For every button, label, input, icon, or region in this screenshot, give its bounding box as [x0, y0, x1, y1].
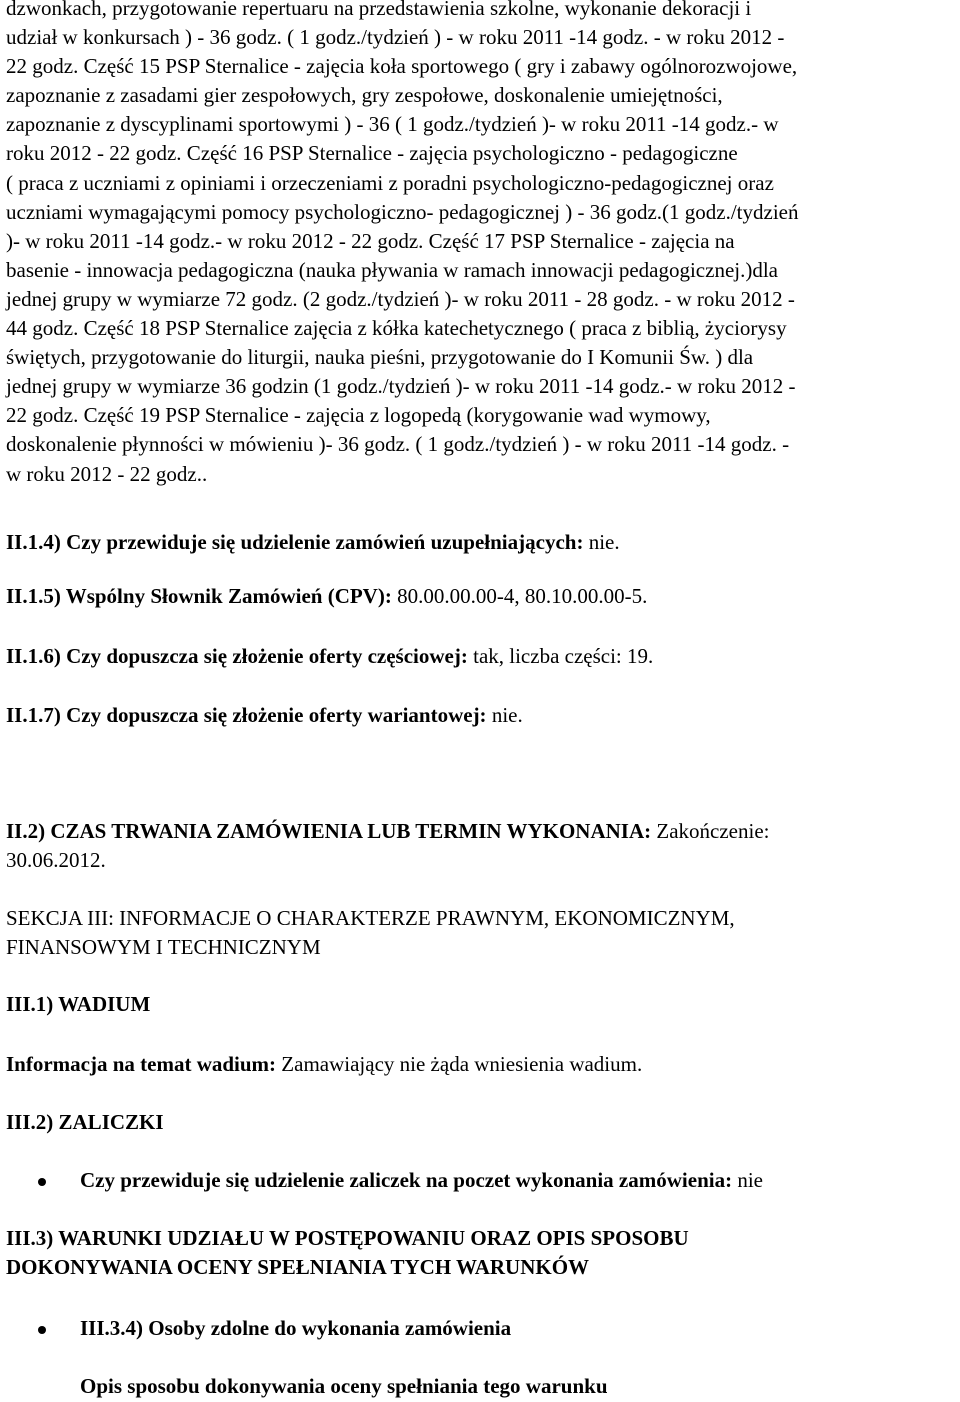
question-ii-2 [6, 817, 954, 875]
bullet-dot-icon [38, 1326, 46, 1334]
heading-iii-3-line-2: DOKONYWANIA OCENY SPEŁNIANIA TYCH WARUNKÓW [6, 1255, 590, 1279]
intro-line: 22 godz. Część 19 PSP Sternalice - zajęcia z logopedą (korygowanie wad wymowy, [6, 403, 711, 428]
intro-line: doskonalenie płynności w mówieniu )- 36 godz. ( 1 godz./tydzień ) - w roku 2011 -14 godz. - [6, 432, 790, 457]
question-answer: nie. [491, 703, 523, 727]
iii-3-4-label: III.3.4) Osoby zdolne do wykonania zamówienia [80, 1316, 512, 1340]
question-answer: nie. [588, 530, 620, 554]
intro-line: 22 godz. Część 15 PSP Sternalice - zajęcia koła sportowego ( gry i zabawy ogólnorozwojowe, [6, 54, 798, 79]
intro-line: uczniami wymagającymi pomocy psychologiczno- pedagogicznej ) - 36 godz.(1 godz./tydzień [6, 199, 799, 224]
heading-iii-3-line-1: III.3) WARUNKI UDZIAŁU W POSTĘPOWANIU ORAZ OPIS SPOSOBU [6, 1226, 689, 1250]
question-answer: Zakończenie: [656, 819, 770, 843]
question-label: II.1.4) Czy przewiduje się udzielenie zamówień uzupełniających: [6, 530, 584, 554]
intro-line: w roku 2012 - 22 godz.. [6, 461, 208, 486]
intro-line: zapoznanie z dyscyplinami sportowymi ) - 36 ( 1 godz./tydzień )- w roku 2011 -14 godz.- w [6, 112, 779, 137]
question-ii-1-6 [6, 642, 954, 671]
question-label: II.1.6) Czy dopuszcza się złożenie oferty częściowej: [6, 644, 468, 668]
question-answer: tak, liczba części: 19. [473, 644, 654, 668]
iii-3-4-subheading: Opis sposobu dokonywania oceny spełniania tego warunku [80, 1374, 608, 1398]
section-title-line-1: SEKCJA III: INFORMACJE O CHARAKTERZE PRAWNYM, EKONOMICZNYM, [6, 906, 735, 930]
question-label: II.2) CZAS TRWANIA ZAMÓWIENIA LUB TERMIN WYKONANIA: [6, 819, 652, 843]
question-ii-1-7 [6, 701, 954, 730]
question-ii-1-5 [6, 582, 954, 611]
intro-line: basenie - innowacja pedagogiczna (nauka pływania w ramach innowacji pedagogicznej.)dla [6, 257, 778, 282]
section-iii-title [6, 904, 954, 962]
zaliczki-label: Czy przewiduje się udzielenie zaliczek na poczet wykonania zamówienia: [80, 1168, 733, 1192]
zaliczki-value: nie [737, 1168, 763, 1192]
intro-line: udział w konkursach ) - 36 godz. ( 1 godz./tydzień ) - w roku 2011 -14 godz. - w roku 2012 - [6, 25, 785, 50]
heading-iii-2: III.2) ZALICZKI [6, 1110, 164, 1134]
question-ii-1-4 [6, 528, 954, 557]
intro-line: dzwonkach, przygotowanie repertuaru na przedstawienia szkolne, wykonanie dekoracji i [6, 0, 752, 20]
wadium-info [6, 1050, 954, 1079]
heading-iii-1: III.1) WADIUM [6, 992, 151, 1016]
intro-line: roku 2012 - 22 godz. Część 16 PSP Sternalice - zajęcia psychologiczno - pedagogiczne [6, 141, 738, 166]
bullet-dot-icon [38, 1178, 46, 1186]
intro-line: ( praca z uczniami z opiniami i orzeczeniami z poradni psychologiczno-pedagogicznej oraz [6, 170, 774, 195]
intro-line: świętych, przygotowanie do liturgii, nauka pieśni, przygotowanie do I Komunii Św. ) dla [6, 345, 754, 370]
question-answer-date: 30.06.2012. [6, 848, 106, 872]
intro-line: jednej grupy w wymiarze 72 godz. (2 godz./tydzień )- w roku 2011 - 28 godz. - w roku 2012 - [6, 286, 795, 311]
intro-line: zapoznanie z zasadami gier zespołowych, gry zespołowe, doskonalenie umiejętności, [6, 83, 723, 108]
intro-paragraph [6, 0, 954, 489]
heading-iii-3 [6, 1224, 954, 1282]
wadium-label: Informacja na temat wadium: [6, 1052, 277, 1076]
wadium-value: Zamawiający nie żąda wniesienia wadium. [281, 1052, 643, 1076]
intro-line: )- w roku 2011 -14 godz.- w roku 2012 - 22 godz. Część 17 PSP Sternalice - zajęcia na [6, 228, 735, 253]
question-answer: 80.00.00.00-4, 80.10.00.00-5. [397, 584, 648, 608]
intro-line: jednej grupy w wymiarze 36 godzin (1 godz./tydzień )- w roku 2011 -14 godz.- w roku 2012 - [6, 374, 796, 399]
section-title-line-2: FINANSOWYM I TECHNICZNYM [6, 935, 321, 959]
question-label: II.1.7) Czy dopuszcza się złożenie oferty wariantowej: [6, 703, 487, 727]
question-label: II.1.5) Wspólny Słownik Zamówień (CPV): [6, 584, 392, 608]
intro-line: 44 godz. Część 18 PSP Sternalice zajęcia z kółka katechetycznego ( praca z biblią, życiorysy [6, 316, 787, 341]
